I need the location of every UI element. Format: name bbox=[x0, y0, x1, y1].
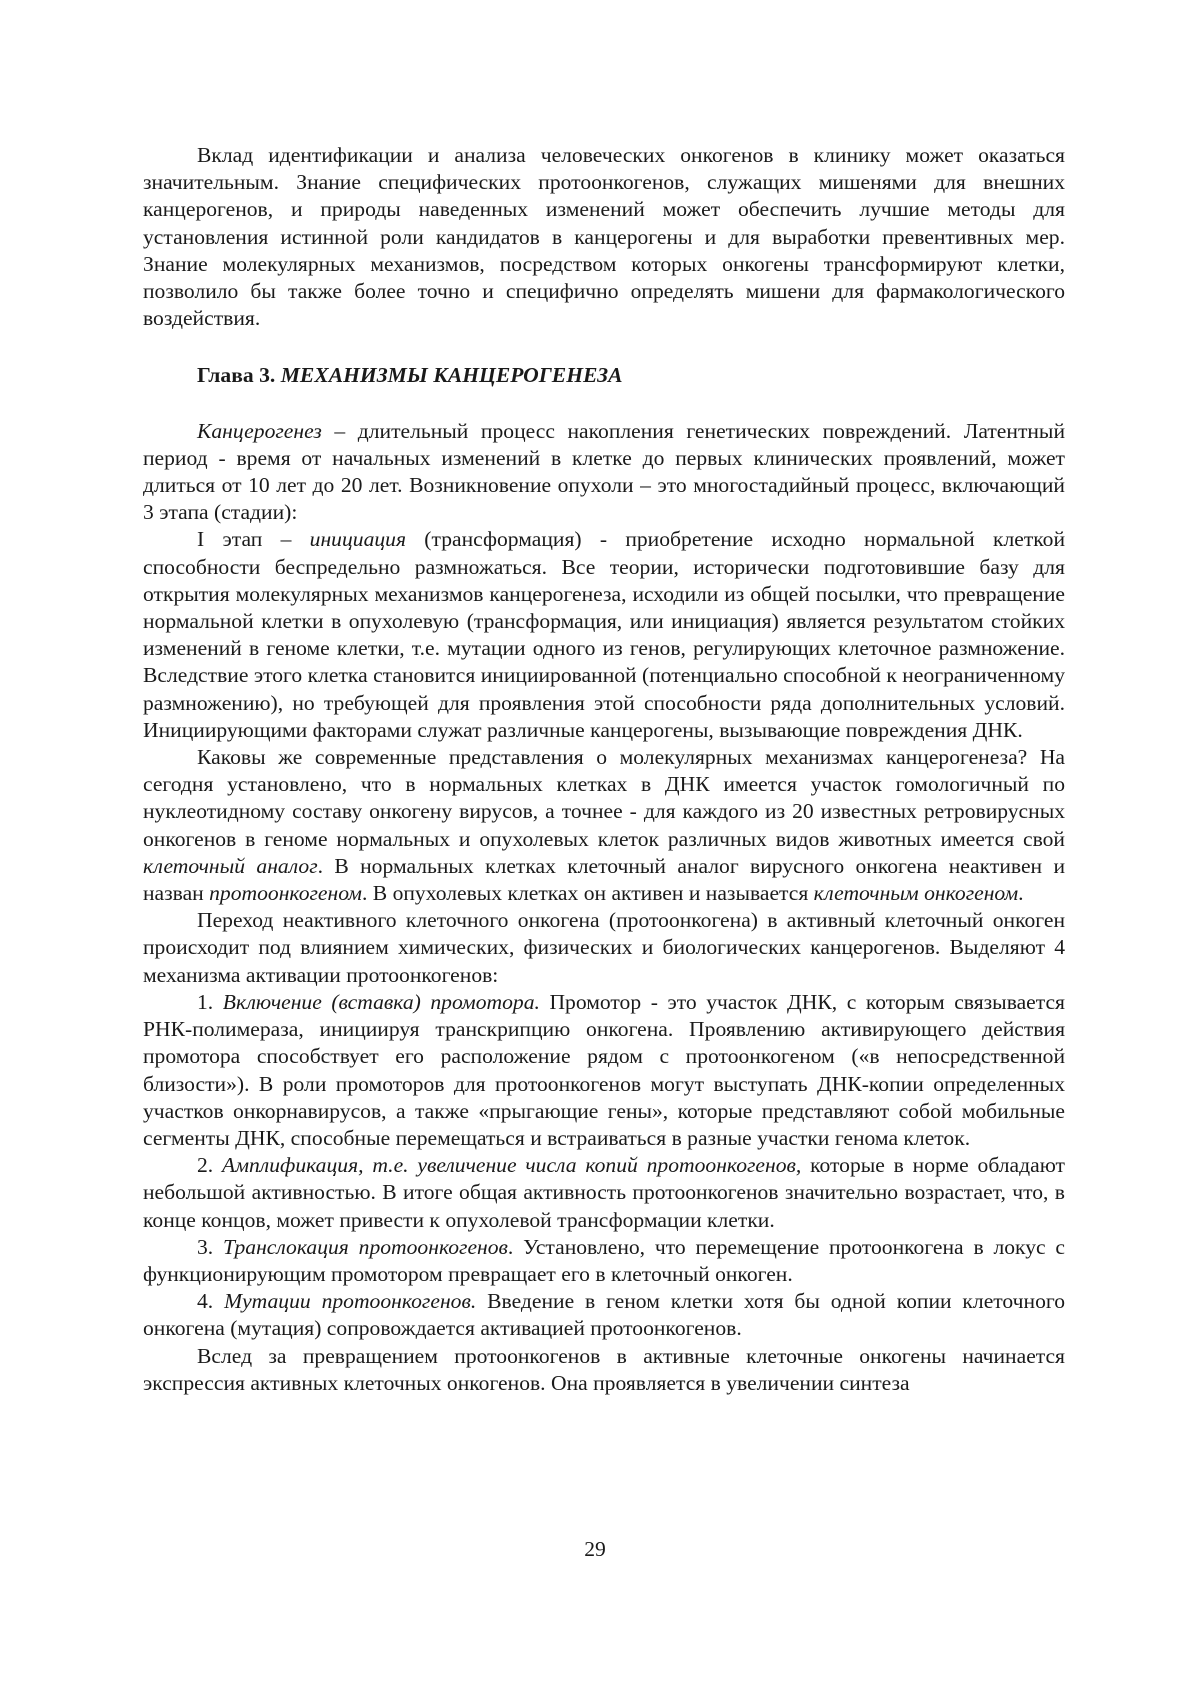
page-body bbox=[143, 142, 1065, 1397]
paragraph-modern-views bbox=[143, 744, 1065, 907]
chapter-title: МЕХАНИЗМЫ КАНЦЕРОГЕНЕЗА bbox=[280, 363, 623, 388]
paragraph-stage-1 bbox=[143, 526, 1065, 744]
term-protooncogene: протоонкогеном bbox=[209, 881, 362, 906]
item-text: Введение в геном клетки хотя бы одной копии клеточного онкогена (мутация) сопровождается активацией протоонкогенов. bbox=[143, 1289, 1066, 1341]
paragraph-text: . bbox=[1018, 881, 1024, 906]
paragraph-text: – длительный процесс накопления генетических повреждений. Латентный период - время от начальных изменений в клетке до первых клинических проявлений, может длиться от 10 лет до 20 лет. Возникновение опухоли – это многостадийный процесс, включающий 3 этапа (стадии): bbox=[143, 418, 1065, 525]
item-number: 4. bbox=[197, 1289, 225, 1314]
chapter-label: Глава 3. bbox=[197, 363, 276, 388]
page-number: 29 bbox=[584, 1537, 606, 1561]
paragraph-activation-intro: Переход неактивного клеточного онкогена (протоонкогена) в активный клеточный онкоген происходит под влиянием химических, физических и биологических канцерогенов. Выделяют 4 механизма активации протоонкогенов: bbox=[143, 908, 1065, 987]
paragraph-text: Каковы же современные представления о молекулярных механизмах канцерогенеза? На сегодня установлено, что в нормальных клетках в ДНК имеется участок гомологичный по нуклеотидному составу онкогену вирусов, а точнее - для каждого из 20 известных ретровирусных онкогенов в геноме нормальных и опухолевых клеток различных видов животных имеется свой bbox=[143, 745, 1065, 851]
paragraph-text: . В нормальных клетках клеточный аналог вирусного онкогена неактивен и назван bbox=[143, 853, 1065, 906]
paragraph-text: (трансформация) - приобретение исходно нормальной клеткой способности беспредельно размножаться. Все теории, исторически подготовившие базу для открытия молекулярных механизмов канцерогенеза, исходили из общей посылки, что превращение нормальной клетки в опухолевую (трансформация, или инициация) является результатом стойких изменений в геноме клетки, т.е. мутации одного из генов, регулирующих клеточное размножение. Вследствие этого клетка становится инициированной (потенциально способной к неограниченному размножению), но требующей для проявления этой способности ряда дополнительных условий. Инициирующими факторами служат различные канцерогены, вызывающие повреждения ДНК. bbox=[143, 527, 1065, 742]
list-item bbox=[143, 1234, 1065, 1288]
item-text: . Установлено, что перемещение протоонкогена в локус с функционирующим промотором превращает его в клеточный онкоген. bbox=[143, 1234, 1065, 1286]
item-term: Включение (вставка) промотора. bbox=[222, 989, 540, 1014]
list-item bbox=[143, 1288, 1065, 1342]
intro-paragraph: Вклад идентификации и анализа человеческих онкогенов в клинику может оказаться значительным. Знание специфических протоонкогенов, служащих мишенями для внешних канцерогенов, и природы наведенных изменений может обеспечить лучшие методы для установления истинной роли кандидатов в канцерогены и для выработки превентивных мер. Знание молекулярных механизмов, посредством которых онкогены трансформируют клетки, позволило бы также более точно и специфично определять мишени для фармакологического воздействия. bbox=[143, 143, 1065, 331]
term-cellular-oncogene: клеточным онкогеном bbox=[813, 881, 1019, 906]
item-text: Промотор - это участок ДНК, с которым связывается РНК-полимераза, инициируя транскрипцию онкогена. Проявлению активирующего действия промотора способствует его расположение рядом с протоонкогеном («в непосредственной близости»). В роли промоторов для протоонкогенов могут выступать ДНК-копии определенных участков онкорнавирусов, а также «прыгающие гены», которые представляют собой мобильные сегменты ДНК, способные перемещаться и встраиваться в разные участки генома клеток. bbox=[143, 989, 1065, 1150]
list-item bbox=[143, 989, 1065, 1152]
item-term: Мутации протоонкогенов. bbox=[224, 1289, 477, 1314]
paragraph-text: . В опухолевых клетках он активен и называется bbox=[361, 881, 814, 906]
list-item bbox=[143, 1152, 1065, 1234]
paragraph-carcinogenesis bbox=[143, 418, 1065, 527]
item-term: Транслокация протоонкогенов bbox=[223, 1234, 508, 1259]
term-initiation: инициация bbox=[309, 527, 407, 552]
stage-prefix: I этап – bbox=[197, 527, 310, 552]
paragraph-expression: Вслед за превращением протоонкогенов в активные клеточные онкогены начинается экспрессия активных клеточных онкогенов. Она проявляется в увеличении синтеза bbox=[143, 1343, 1065, 1395]
item-number: 1. bbox=[197, 989, 223, 1014]
item-text: которые в норме обладают небольшой активностью. В итоге общая активность протоонкогенов значительно возрастает, что, в конце концов, может привести к опухолевой трансформации клетки. bbox=[143, 1153, 1065, 1232]
chapter-heading bbox=[143, 362, 1065, 389]
term-carcinogenesis: Канцерогенез bbox=[197, 418, 322, 443]
item-number: 3. bbox=[197, 1234, 224, 1259]
item-term: Амплификация, т.е. увеличение числа копий протоонкогенов, bbox=[222, 1153, 802, 1178]
term-cellular-analog: клеточный аналог bbox=[143, 853, 318, 878]
item-number: 2. bbox=[197, 1153, 223, 1178]
